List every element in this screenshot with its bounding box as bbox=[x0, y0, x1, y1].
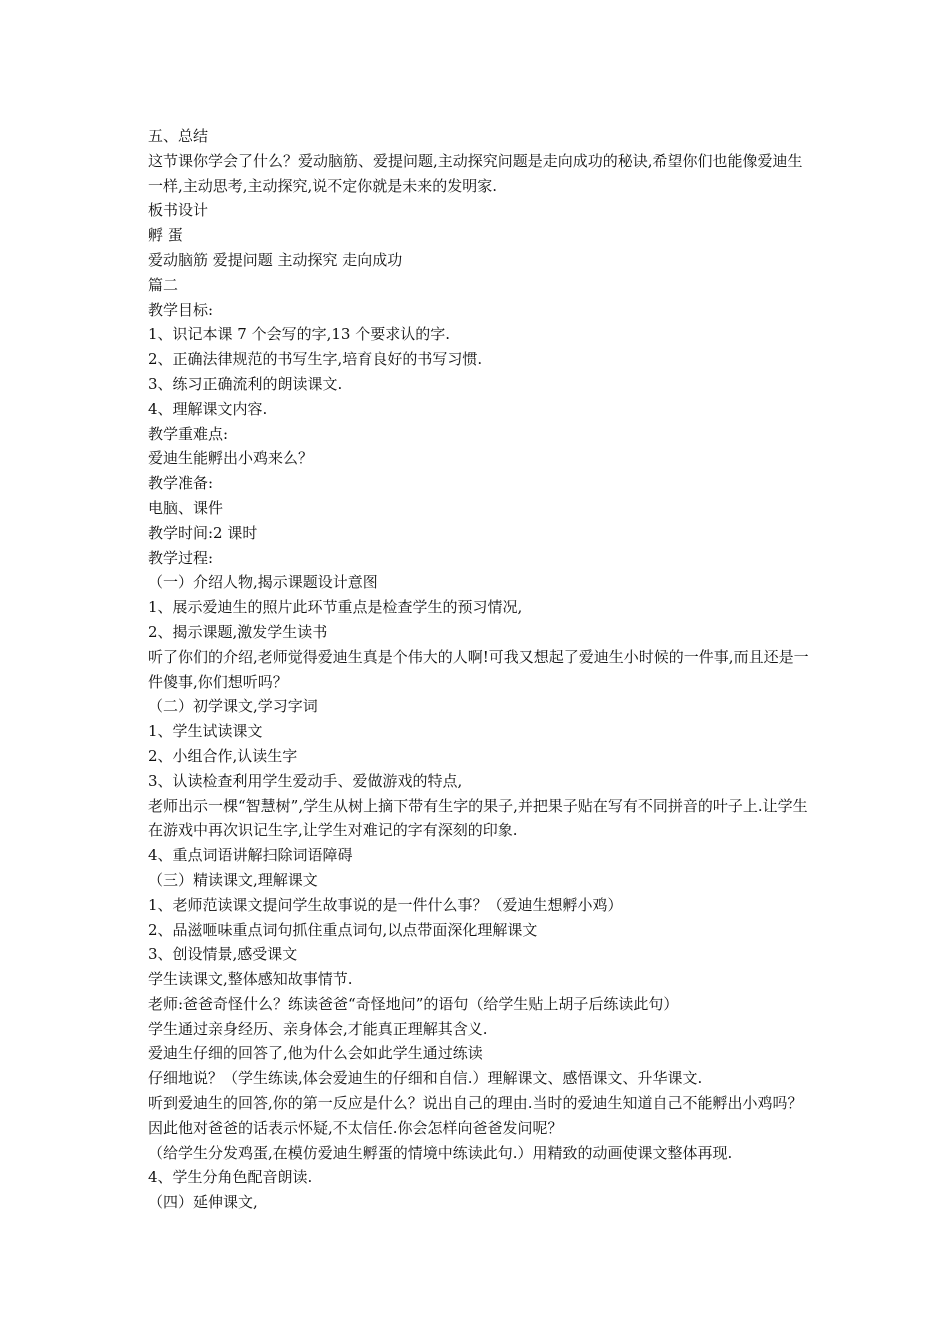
process-step-3-paragraph: 听到爱迪生的回答,你的第一反应是什么？说出自己的理由.当时的爱迪生知道自己不能孵出小鸡吗？因此他对爸爸的话表示怀疑,不太信任.你会怎样向爸爸发问呢？ bbox=[148, 1094, 803, 1137]
process-step-3-text-1: 学生读课文,整体感知故事情节. bbox=[148, 970, 353, 989]
goal-item-3: 3、练习正确流利的朗读课文. bbox=[148, 374, 343, 393]
process-step-2-item-1: 1、学生试读课文 bbox=[148, 722, 263, 741]
teaching-process-heading: 教学过程: bbox=[148, 548, 214, 567]
board-design-content: 爱动脑筋 爱提问题 主动探究 走向成功 bbox=[148, 250, 403, 269]
process-step-3-item-3: 3、创设情景,感受课文 bbox=[148, 945, 298, 964]
process-step-3-text-2: 老师:爸爸奇怪什么？练读爸爸“奇怪地问”的语句（给学生贴上胡子后练读此句） bbox=[148, 994, 679, 1013]
board-design-title: 孵 蛋 bbox=[148, 226, 183, 245]
process-step-3-heading: （三）精读课文,理解课文 bbox=[148, 870, 318, 889]
teaching-goals-heading: 教学目标: bbox=[148, 300, 214, 319]
process-step-3-item-1: 1、老师范读课文提问学生故事说的是一件什么事？（爱迪生想孵小鸡） bbox=[148, 895, 623, 914]
process-step-3-text-3: 学生通过亲身经历、亲身体会,才能真正理解其含义. bbox=[148, 1019, 488, 1038]
process-step-3-text-6: （给学生分发鸡蛋,在模仿爱迪生孵蛋的情境中练读此句.）用精致的动画使课文整体再现. bbox=[148, 1143, 733, 1162]
process-step-1-item-1: 1、展示爱迪生的照片此环节重点是检查学生的预习情况, bbox=[148, 598, 523, 617]
process-step-1-heading: （一）介绍人物,揭示课题设计意图 bbox=[148, 573, 378, 592]
key-difficulty-text: 爱迪生能孵出小鸡来么？ bbox=[148, 449, 314, 468]
goal-item-2: 2、正确法律规范的书写生字,培育良好的书写习惯. bbox=[148, 350, 483, 369]
preparation-heading: 教学准备: bbox=[148, 474, 214, 493]
document-body bbox=[148, 124, 812, 1215]
board-design-heading: 板书设计 bbox=[148, 201, 209, 220]
section-heading-summary: 五、总结 bbox=[148, 127, 209, 145]
teaching-time: 教学时间:2 课时 bbox=[148, 523, 258, 542]
process-step-4-heading: （四）延伸课文, bbox=[148, 1193, 258, 1212]
process-step-2-heading: （二）初学课文,学习字词 bbox=[148, 697, 318, 716]
process-step-1-paragraph: 听了你们的介绍,老师觉得爱迪生真是个伟大的人啊!可我又想起了爱迪生小时候的一件事,而且还是一件傻事,你们想听吗？ bbox=[148, 647, 809, 691]
goal-item-4: 4、理解课文内容. bbox=[148, 399, 268, 418]
process-step-3-text-5: 仔细地说？（学生练读,体会爱迪生的仔细和自信.）理解课文、感悟课文、升华课文. bbox=[148, 1069, 703, 1088]
key-difficulty-heading: 教学重难点: bbox=[148, 424, 229, 443]
process-step-3-text-4: 爱迪生仔细的回答了,他为什么会如此学生通过练读 bbox=[148, 1044, 483, 1063]
summary-paragraph: 这节课你学会了什么？爱动脑筋、爱提问题,主动探究问题是走向成功的秘诀,希望你们也能像爱迪生一样,主动思考,主动探究,说不定你就是未来的发明家. bbox=[148, 151, 803, 195]
process-step-1-item-2: 2、揭示课题,激发学生读书 bbox=[148, 622, 328, 641]
process-step-2-item-3: 3、认读检查利用学生爱动手、爱做游戏的特点, bbox=[148, 771, 463, 790]
process-step-2-item-2: 2、小组合作,认读生字 bbox=[148, 746, 298, 765]
process-step-2-item-4: 4、重点词语讲解扫除词语障碍 bbox=[148, 846, 353, 865]
preparation-text: 电脑、课件 bbox=[148, 498, 224, 517]
process-step-2-paragraph: 老师出示一棵“智慧树”,学生从树上摘下带有生字的果子,并把果子贴在写有不同拼音的叶子上.让学生在游戏中再次识记生字,让学生对难记的字有深刻的印象. bbox=[148, 796, 808, 840]
part-two-heading: 篇二 bbox=[148, 275, 179, 294]
process-step-3-item-4: 4、学生分角色配音朗读. bbox=[148, 1168, 313, 1187]
process-step-3-item-2: 2、品滋咂味重点词句抓住重点词句,以点带面深化理解课文 bbox=[148, 920, 538, 939]
goal-item-1: 1、识记本课 7 个会写的字,13 个要求认的字. bbox=[148, 325, 451, 344]
